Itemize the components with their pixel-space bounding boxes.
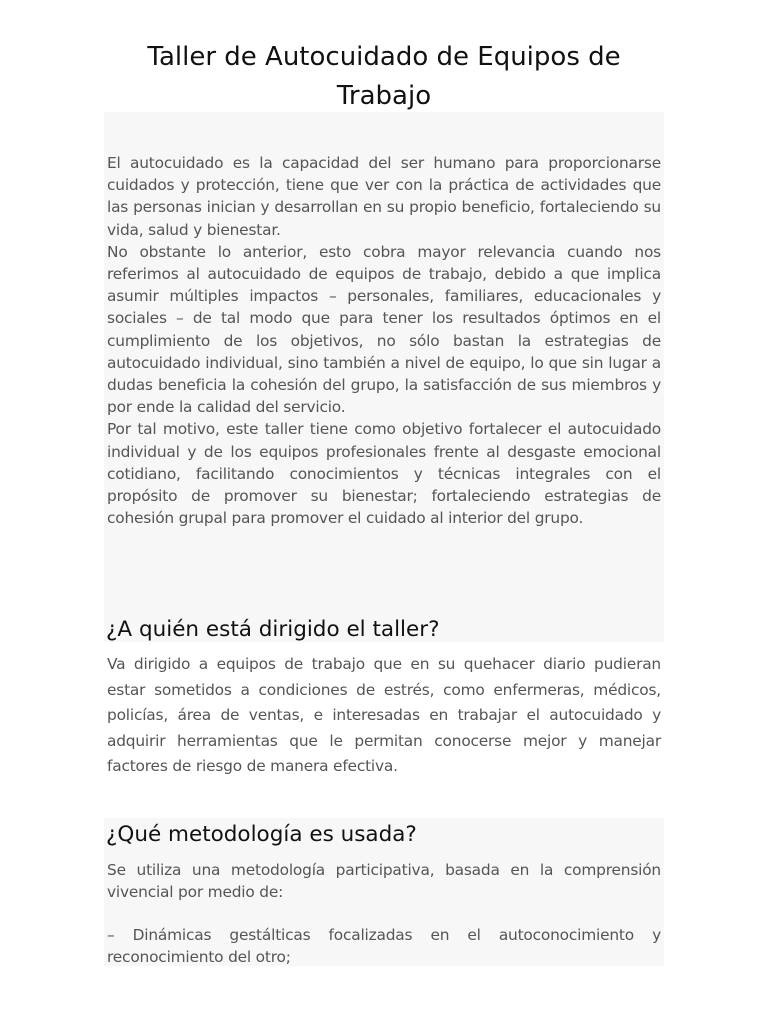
audience-heading: ¿A quién está dirigido el taller? <box>106 617 440 642</box>
methodology-list-item: – Dinámicas gestálticas focalizadas en el autoconocimiento y reconocimiento del otro; <box>107 926 661 967</box>
intro-section <box>107 152 661 529</box>
intro-paragraph-2: No obstante lo anterior, esto cobra mayor relevancia cuando nos referimos al autocuidado de equipos de trabajo, debido a que implica asumir múltiples impactos – personales, familiares, educacionales y sociales – de tal modo que para tener los resultados óptimos en el cumplimiento de los objetivos, no sólo bastan la estrategias de autocuidado individual, sino también a nivel de equipo, lo que sin lugar a dudas beneficia la cohesión del grupo, la satisfacción de sus miembros y por ende la calidad del servicio. <box>107 242 661 417</box>
intro-paragraph-1: El autocuidado es la capacidad del ser humano para proporcionarse cuidados y protección, tiene que ver con la práctica de actividades que las personas inician y desarrollan en su propio beneficio, fortaleciendo su vida, salud y bienestar. <box>107 154 661 239</box>
methodology-heading: ¿Qué metodología es usada? <box>106 822 417 847</box>
document-title: Taller de Autocuidado de Equipos de Trabajo <box>147 42 621 111</box>
intro-paragraph-3: Por tal motivo, este taller tiene como objetivo fortalecer el autocuidado individual y de los equipos profesionales frente al desgaste emocional cotidiano, facilitando conocimientos y técnicas integrales con el propósito de promover su bienestar; fortaleciendo estrategias de cohesión grupal para promover el cuidado al interior del grupo. <box>107 420 661 528</box>
methodology-paragraph: Se utiliza una metodología participativa, basada en la comprensión vivencial por medio de: <box>107 861 661 902</box>
audience-paragraph: Va dirigido a equipos de trabajo que en su quehacer diario pudieran estar sometidos a condiciones de estrés, como enfermeras, médicos, policías, área de ventas, e interesadas en trabajar el autocuidado y adquirir herramientas que le permitan conocerse mejor y manejar factores de riesgo de manera efectiva. <box>107 655 661 776</box>
